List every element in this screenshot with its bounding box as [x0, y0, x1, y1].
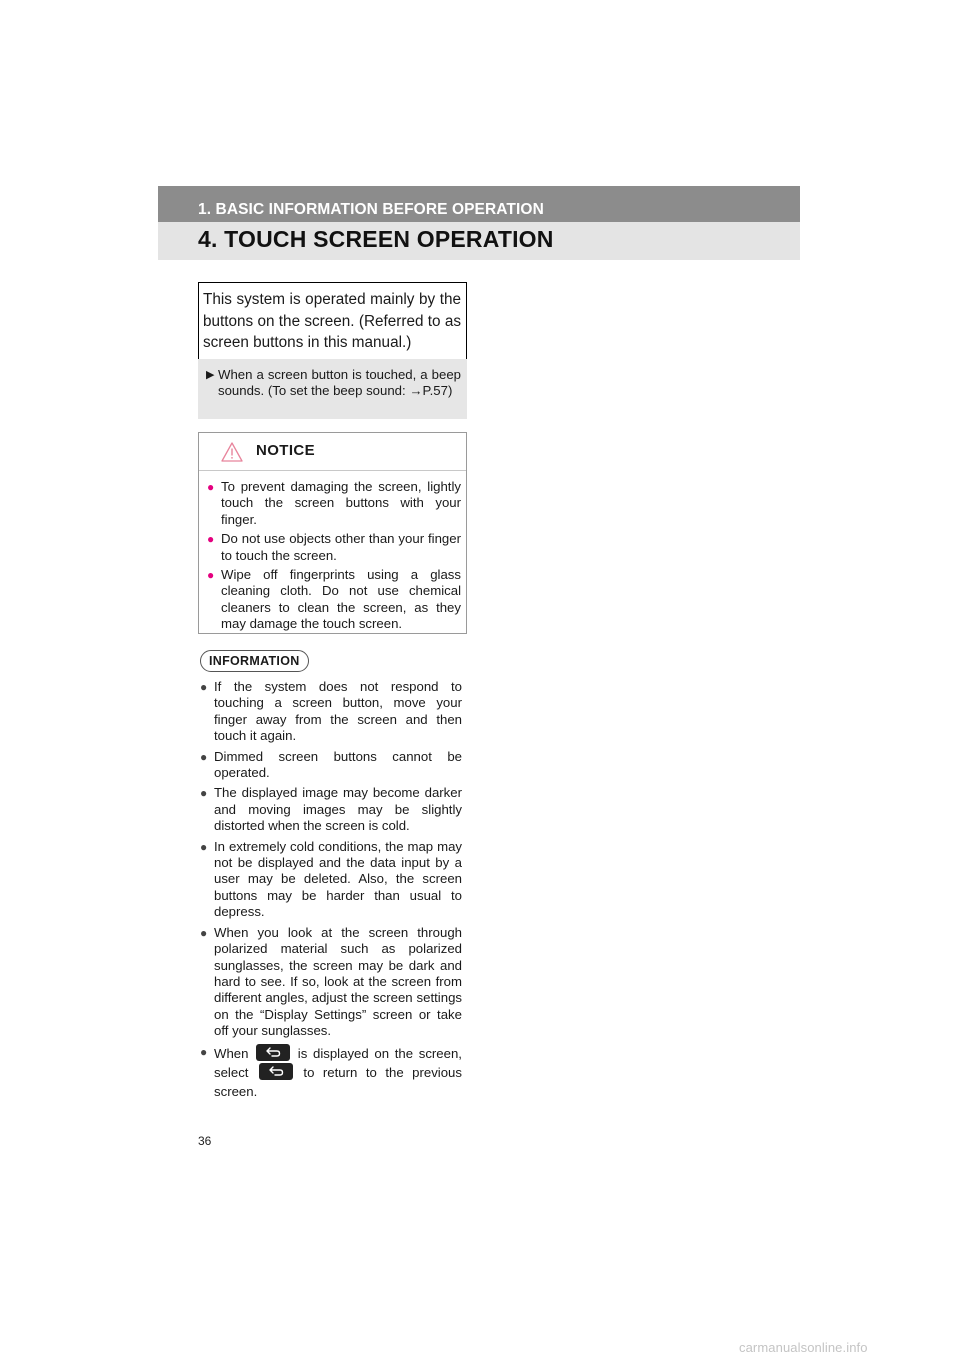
- page-title: 4. TOUCH SCREEN OPERATION: [198, 226, 554, 252]
- watermark: carmanualsonline.info: [739, 1340, 868, 1355]
- notice-item: [207, 567, 461, 633]
- information-item-text: Dimmed screen buttons cannot be operated.: [214, 748, 462, 781]
- notice-item: [207, 479, 461, 528]
- bullet-dot-icon: ●: [207, 532, 215, 547]
- triangle-bullet-icon: ▶: [206, 369, 215, 381]
- back-text-part2: is displayed on the screen, select: [214, 1045, 462, 1080]
- bullet-dot-icon: ●: [207, 480, 215, 494]
- information-item-back: [200, 1044, 462, 1101]
- bullet-dot-icon: ●: [200, 1044, 208, 1059]
- note-item: [206, 367, 461, 400]
- intro-box: [198, 282, 467, 361]
- back-button-icon: [259, 1063, 293, 1080]
- information-item-text: If the system does not respond to touching a screen button, move your finger away from the screen and then touch it again.: [214, 679, 462, 744]
- bullet-dot-icon: ●: [200, 786, 208, 801]
- section-label: 1. BASIC INFORMATION BEFORE OPERATION: [198, 201, 544, 218]
- information-item-text: The displayed image may become darker and moving images may be slightly distorted when the screen is cold.: [214, 785, 462, 834]
- back-button-icon: [256, 1044, 290, 1061]
- information-badge: INFORMATION: [200, 650, 309, 672]
- intro-text: This system is operated mainly by the buttons on the screen. (Referred to as screen buttons in this manual.): [203, 291, 461, 351]
- information-list: [200, 679, 462, 1105]
- information-item: [200, 839, 462, 921]
- notice-list: [207, 479, 461, 636]
- note-text: When a screen button is touched, a beep sounds. (To set the beep sound: →P.57): [218, 367, 461, 399]
- bullet-dot-icon: ●: [200, 680, 208, 694]
- note-box: [198, 359, 467, 419]
- information-item: [200, 785, 462, 834]
- notice-item: [207, 531, 461, 564]
- notice-title: NOTICE: [256, 442, 316, 459]
- notice-box: [198, 432, 467, 634]
- back-text-part3: to return to the previous screen.: [214, 1064, 462, 1099]
- warning-triangle-icon: [221, 442, 243, 462]
- bullet-dot-icon: ●: [200, 749, 208, 764]
- information-item: [200, 679, 462, 745]
- bullet-dot-icon: ●: [200, 839, 208, 854]
- bullet-dot-icon: ●: [207, 568, 215, 583]
- notice-header: [199, 433, 466, 471]
- notice-item-text: Wipe off fingerprints using a glass cleaning cloth. Do not use chemical cleaners to clean the screen, as they may damage the touch screen.: [221, 567, 461, 632]
- information-item-text: [214, 1044, 462, 1101]
- information-item: [200, 749, 462, 782]
- back-text-part1: When: [214, 1045, 249, 1061]
- notice-item-text: Do not use objects other than your finger to touch the screen.: [221, 531, 461, 563]
- information-item: [200, 925, 462, 1040]
- information-item-text: When you look at the screen through polarized material such as polarized sunglasses, the screen may be dark and hard to see. If so, look at the screen from different angles, adjust the screen settings on the “Display Settings” screen or take off your sunglasses.: [214, 924, 462, 1039]
- page-number: 36: [198, 1134, 212, 1148]
- information-item-text: In extremely cold conditions, the map may not be displayed and the data input by a user may be deleted. Also, the screen buttons may be harder than usual to depress.: [214, 838, 462, 920]
- bullet-dot-icon: ●: [200, 925, 208, 940]
- notice-item-text: To prevent damaging the screen, lightly touch the screen buttons with your finger.: [221, 479, 461, 527]
